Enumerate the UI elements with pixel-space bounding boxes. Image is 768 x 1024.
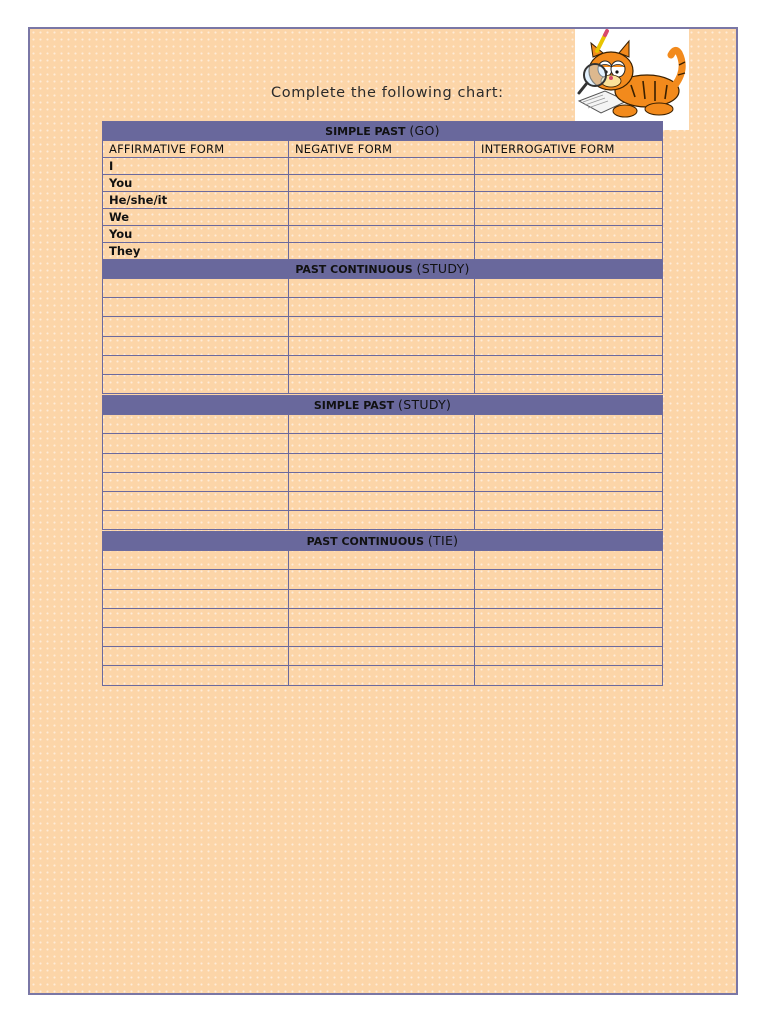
table-row — [103, 317, 663, 336]
answer-cell[interactable] — [475, 666, 663, 685]
table-row — [103, 491, 663, 510]
answer-cell[interactable] — [289, 192, 475, 209]
answer-cell[interactable] — [103, 279, 289, 298]
table-row — [103, 243, 663, 260]
column-header-interrogative: INTERROGATIVE FORM — [475, 141, 663, 158]
answer-cell[interactable] — [103, 317, 289, 336]
answer-cell[interactable] — [475, 589, 663, 608]
answer-cell[interactable] — [103, 647, 289, 666]
table-row — [103, 209, 663, 226]
answer-cell[interactable] — [475, 472, 663, 491]
answer-cell[interactable] — [289, 472, 475, 491]
pronoun-cell: We — [103, 209, 289, 226]
answer-cell[interactable] — [475, 336, 663, 355]
answer-cell[interactable] — [289, 355, 475, 374]
answer-cell[interactable] — [475, 279, 663, 298]
answer-cell[interactable] — [475, 511, 663, 530]
answer-cell[interactable] — [289, 511, 475, 530]
answer-cell[interactable] — [475, 158, 663, 175]
table-row — [103, 336, 663, 355]
answer-cell[interactable] — [103, 628, 289, 647]
verb-tense-chart — [102, 121, 663, 686]
answer-cell[interactable] — [475, 209, 663, 226]
section-verb: (STUDY) — [398, 396, 452, 412]
table-row — [103, 570, 663, 589]
table-row — [103, 511, 663, 530]
answer-cell[interactable] — [289, 608, 475, 627]
table-row — [103, 374, 663, 393]
section-verb: (GO) — [409, 122, 440, 138]
answer-cell[interactable] — [103, 298, 289, 317]
cartoon-cat-reading-icon — [575, 29, 689, 130]
table-row — [103, 298, 663, 317]
answer-cell[interactable] — [289, 243, 475, 260]
section-header-simple-past-go — [103, 122, 663, 141]
table-row — [103, 551, 663, 570]
answer-cell[interactable] — [103, 570, 289, 589]
answer-cell[interactable] — [103, 374, 289, 393]
section-tense: PAST CONTINUOUS — [306, 534, 425, 548]
table-row — [103, 279, 663, 298]
answer-cell[interactable] — [289, 209, 475, 226]
answer-cell[interactable] — [289, 589, 475, 608]
table-row — [103, 415, 663, 434]
section-verb: (STUDY) — [416, 260, 470, 276]
table-row — [103, 192, 663, 209]
section-tense: PAST CONTINUOUS — [295, 262, 413, 276]
pronoun-cell: They — [103, 243, 289, 260]
answer-cell[interactable] — [289, 298, 475, 317]
table-row — [103, 472, 663, 491]
answer-cell[interactable] — [475, 226, 663, 243]
pronoun-cell: He/she/it — [103, 192, 289, 209]
answer-cell[interactable] — [103, 472, 289, 491]
answer-cell[interactable] — [289, 279, 475, 298]
answer-cell[interactable] — [289, 628, 475, 647]
answer-cell[interactable] — [475, 434, 663, 453]
section-tense: SIMPLE PAST — [313, 398, 395, 412]
answer-cell[interactable] — [289, 491, 475, 510]
answer-cell[interactable] — [103, 415, 289, 434]
section-verb: (TIE) — [427, 532, 459, 548]
answer-cell[interactable] — [289, 415, 475, 434]
answer-cell[interactable] — [103, 453, 289, 472]
pronoun-cell: You — [103, 175, 289, 192]
table-row — [103, 158, 663, 175]
table-row — [103, 226, 663, 243]
section-header-simple-past-study — [103, 396, 663, 415]
column-header-affirmative: AFFIRMATIVE FORM — [103, 141, 289, 158]
answer-cell[interactable] — [103, 434, 289, 453]
answer-cell[interactable] — [475, 608, 663, 627]
table-row — [103, 589, 663, 608]
answer-cell[interactable] — [475, 415, 663, 434]
pronoun-cell: You — [103, 226, 289, 243]
answer-cell[interactable] — [475, 192, 663, 209]
answer-cell[interactable] — [103, 589, 289, 608]
answer-cell[interactable] — [475, 355, 663, 374]
column-header-row — [103, 141, 663, 158]
answer-cell[interactable] — [103, 336, 289, 355]
answer-cell[interactable] — [475, 175, 663, 192]
table-row — [103, 666, 663, 685]
answer-cell[interactable] — [103, 491, 289, 510]
column-header-negative: NEGATIVE FORM — [289, 141, 475, 158]
answer-cell[interactable] — [475, 647, 663, 666]
answer-cell[interactable] — [289, 434, 475, 453]
answer-cell[interactable] — [475, 374, 663, 393]
answer-cell[interactable] — [475, 453, 663, 472]
worksheet-instruction: Complete the following chart: — [271, 85, 504, 101]
table-row — [103, 355, 663, 374]
table-row — [103, 608, 663, 627]
answer-cell[interactable] — [289, 647, 475, 666]
answer-cell[interactable] — [103, 511, 289, 530]
answer-cell[interactable] — [475, 491, 663, 510]
section-header-past-continuous-tie — [103, 532, 663, 551]
answer-cell[interactable] — [289, 158, 475, 175]
answer-cell[interactable] — [289, 374, 475, 393]
answer-cell[interactable] — [103, 608, 289, 627]
answer-cell[interactable] — [475, 298, 663, 317]
answer-cell[interactable] — [289, 666, 475, 685]
answer-cell[interactable] — [289, 336, 475, 355]
answer-cell[interactable] — [475, 317, 663, 336]
answer-cell[interactable] — [103, 666, 289, 685]
section-tense: SIMPLE PAST — [325, 124, 406, 138]
answer-cell[interactable] — [289, 317, 475, 336]
answer-cell[interactable] — [103, 355, 289, 374]
answer-cell[interactable] — [289, 226, 475, 243]
worksheet-page — [28, 27, 738, 995]
answer-cell[interactable] — [289, 551, 475, 570]
table-row — [103, 628, 663, 647]
answer-cell[interactable] — [289, 453, 475, 472]
answer-cell[interactable] — [475, 628, 663, 647]
answer-cell[interactable] — [475, 243, 663, 260]
answer-cell[interactable] — [289, 175, 475, 192]
answer-cell[interactable] — [475, 570, 663, 589]
table-row — [103, 647, 663, 666]
section-header-past-continuous-study — [103, 260, 663, 279]
pronoun-cell: I — [103, 158, 289, 175]
answer-cell[interactable] — [475, 551, 663, 570]
answer-cell[interactable] — [103, 551, 289, 570]
table-row — [103, 175, 663, 192]
answer-cell[interactable] — [289, 570, 475, 589]
table-row — [103, 434, 663, 453]
table-row — [103, 453, 663, 472]
